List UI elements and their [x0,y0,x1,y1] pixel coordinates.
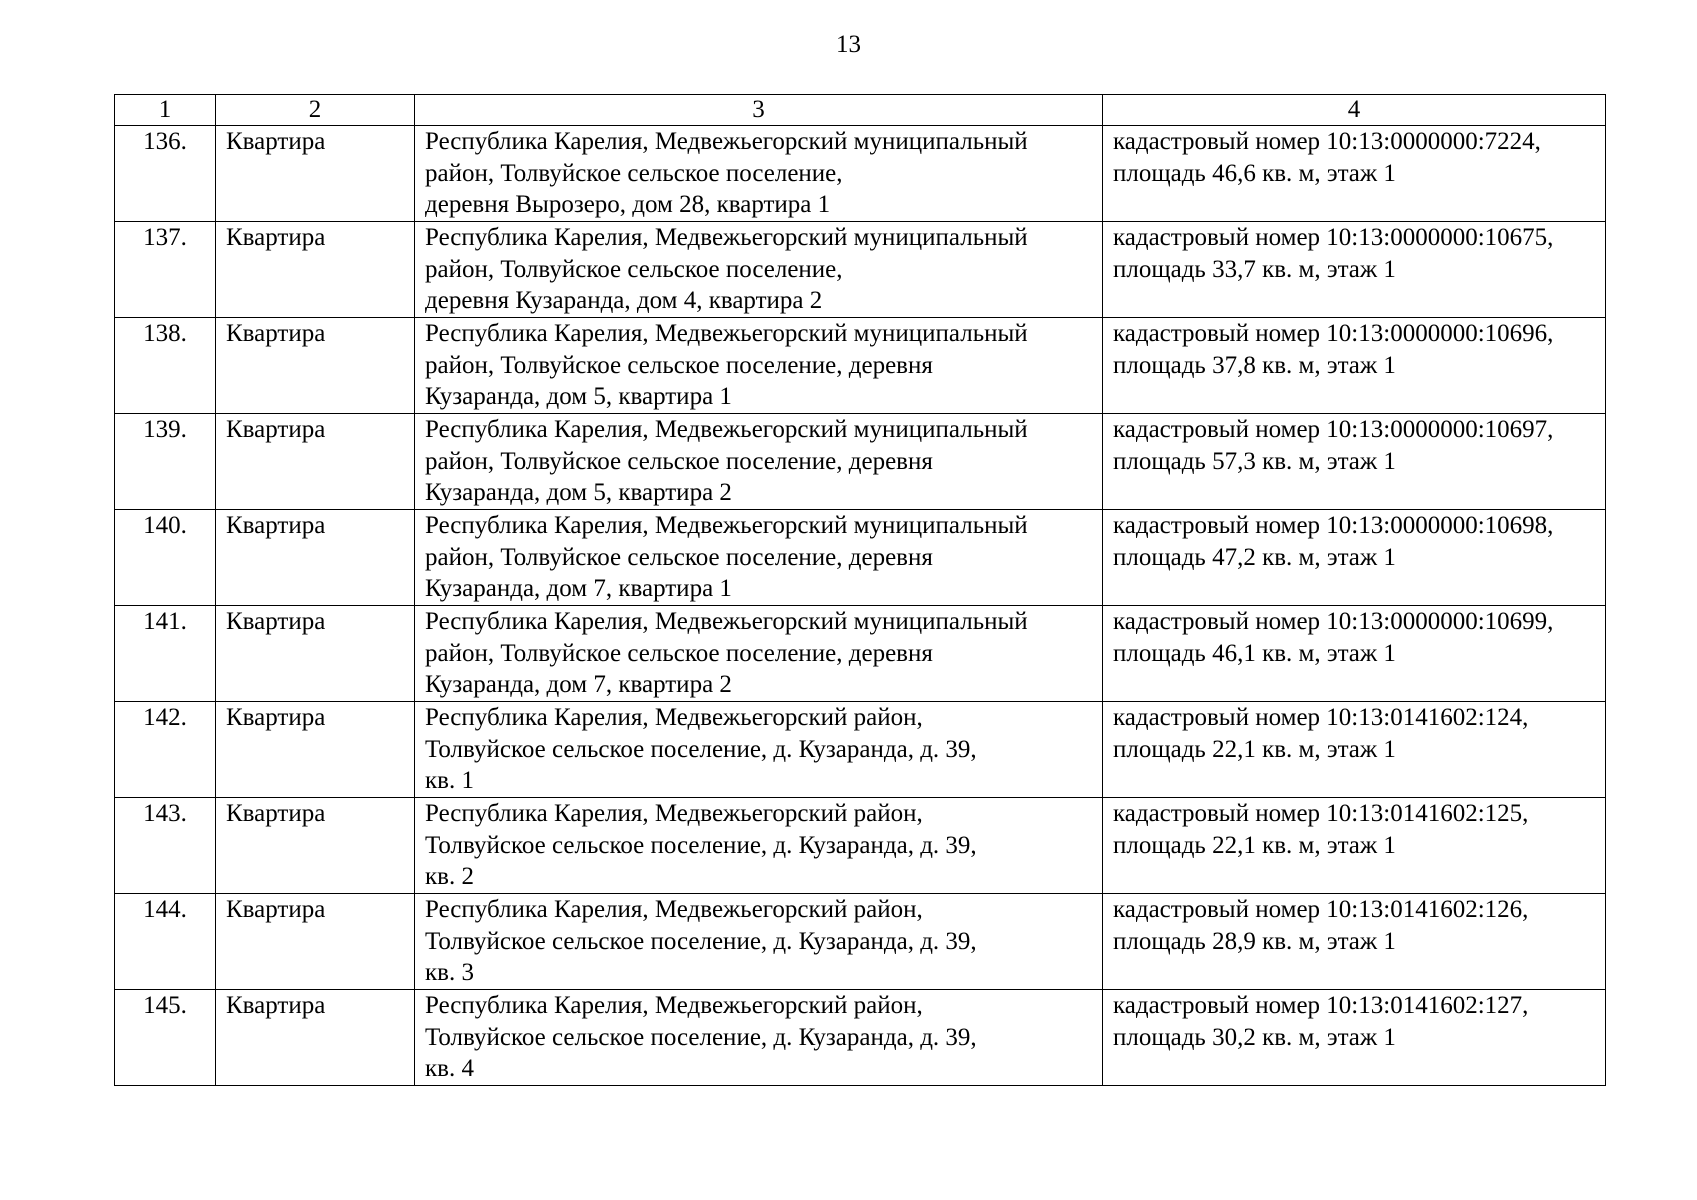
property-table [114,94,1606,1086]
table-row [115,222,1606,318]
table-row [115,606,1606,702]
object-type: Квартира [216,222,415,318]
object-address: Республика Карелия, Медвежьегорский муниципальный район, Толвуйское сельское поселение, деревня Кузаранда, дом 5, квартира 2 [415,414,1103,510]
row-number: 142. [115,702,216,798]
object-type: Квартира [216,894,415,990]
object-details: кадастровый номер 10:13:0000000:7224, площадь 46,6 кв. м, этаж 1 [1103,126,1606,222]
object-details: кадастровый номер 10:13:0000000:10696, площадь 37,8 кв. м, этаж 1 [1103,318,1606,414]
object-type: Квартира [216,798,415,894]
row-number: 145. [115,990,216,1086]
object-details: кадастровый номер 10:13:0000000:10675, площадь 33,7 кв. м, этаж 1 [1103,222,1606,318]
object-details: кадастровый номер 10:13:0141602:127, площадь 30,2 кв. м, этаж 1 [1103,990,1606,1086]
object-details: кадастровый номер 10:13:0000000:10697, площадь 57,3 кв. м, этаж 1 [1103,414,1606,510]
row-number: 144. [115,894,216,990]
table-row [115,990,1606,1086]
object-details: кадастровый номер 10:13:0141602:124, площадь 22,1 кв. м, этаж 1 [1103,702,1606,798]
row-number: 141. [115,606,216,702]
row-number: 137. [115,222,216,318]
table-row [115,126,1606,222]
column-header-3: 3 [415,95,1103,126]
object-details: кадастровый номер 10:13:0141602:126, площадь 28,9 кв. м, этаж 1 [1103,894,1606,990]
object-details: кадастровый номер 10:13:0000000:10698, площадь 47,2 кв. м, этаж 1 [1103,510,1606,606]
object-address: Республика Карелия, Медвежьегорский муниципальный район, Толвуйское сельское поселение, деревня Кузаранда, дом 5, квартира 1 [415,318,1103,414]
object-type: Квартира [216,990,415,1086]
row-number: 140. [115,510,216,606]
object-address: Республика Карелия, Медвежьегорский муниципальный район, Толвуйское сельское поселение, деревня Вырозеро, дом 28, квартира 1 [415,126,1103,222]
column-header-2: 2 [216,95,415,126]
table-row [115,702,1606,798]
row-number: 138. [115,318,216,414]
object-address: Республика Карелия, Медвежьегорский район, Толвуйское сельское поселение, д. Кузаранда, д. 39, кв. 1 [415,702,1103,798]
object-type: Квартира [216,126,415,222]
table-row [115,318,1606,414]
object-details: кадастровый номер 10:13:0141602:125, площадь 22,1 кв. м, этаж 1 [1103,798,1606,894]
row-number: 139. [115,414,216,510]
object-address: Республика Карелия, Медвежьегорский муниципальный район, Толвуйское сельское поселение, деревня Кузаранда, дом 7, квартира 2 [415,606,1103,702]
table-row [115,798,1606,894]
page-number: 13 [836,31,861,58]
column-header-4: 4 [1103,95,1606,126]
table-row [115,894,1606,990]
column-header-1: 1 [115,95,216,126]
object-address: Республика Карелия, Медвежьегорский район, Толвуйское сельское поселение, д. Кузаранда, д. 39, кв. 3 [415,894,1103,990]
object-type: Квартира [216,702,415,798]
object-address: Республика Карелия, Медвежьегорский муниципальный район, Толвуйское сельское поселение, деревня Кузаранда, дом 4, квартира 2 [415,222,1103,318]
column-number-row [115,95,1606,126]
object-type: Квартира [216,414,415,510]
object-type: Квартира [216,606,415,702]
object-address: Республика Карелия, Медвежьегорский муниципальный район, Толвуйское сельское поселение, деревня Кузаранда, дом 7, квартира 1 [415,510,1103,606]
table-row [115,414,1606,510]
object-address: Республика Карелия, Медвежьегорский район, Толвуйское сельское поселение, д. Кузаранда, д. 39, кв. 4 [415,990,1103,1086]
row-number: 143. [115,798,216,894]
object-type: Квартира [216,318,415,414]
object-type: Квартира [216,510,415,606]
object-details: кадастровый номер 10:13:0000000:10699, площадь 46,1 кв. м, этаж 1 [1103,606,1606,702]
row-number: 136. [115,126,216,222]
table-row [115,510,1606,606]
object-address: Республика Карелия, Медвежьегорский район, Толвуйское сельское поселение, д. Кузаранда, д. 39, кв. 2 [415,798,1103,894]
